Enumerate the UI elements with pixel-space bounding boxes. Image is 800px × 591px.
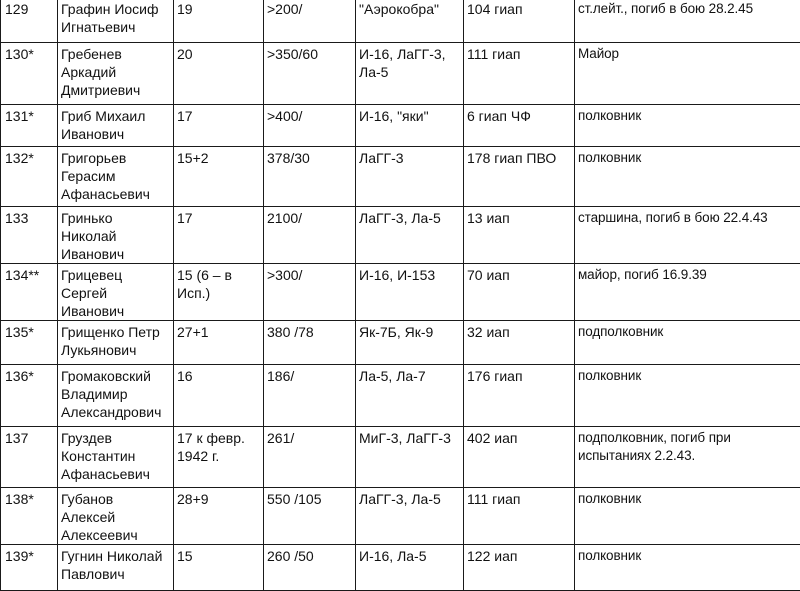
unit: 122 иап [464,545,575,591]
pilot-name: Григорьев Герасим Афанасьевич [58,147,174,207]
row-number: 132* [1,147,58,207]
table-row [1,43,800,105]
rank-notes: ст.лейт., погиб в бою 28.2.45 [575,0,800,43]
victories: 19 [174,0,264,43]
rank-notes: подполковник, погиб при испытаниях 2.2.43. [575,427,800,488]
sorties-battles: 380 /78 [264,321,356,365]
sorties-battles: >350/60 [264,43,356,105]
sorties-battles: >400/ [264,105,356,147]
sorties-battles: >300/ [264,264,356,321]
victories: 16 [174,365,264,427]
victories: 17 [174,105,264,147]
sorties-battles: 378/30 [264,147,356,207]
unit: 70 иап [464,264,575,321]
unit: 111 гиап [464,43,575,105]
rank-notes: полковник [575,545,800,591]
table-row [1,147,800,207]
rank-notes: полковник [575,488,800,545]
aircraft-types: ЛаГГ-3, Ла-5 [356,488,464,545]
table-row [1,264,800,321]
table-row [1,321,800,365]
rank-notes: полковник [575,147,800,207]
rank-notes: старшина, погиб в бою 22.4.43 [575,207,800,264]
pilot-name: Грицевец Сергей Иванович [58,264,174,321]
row-number: 131* [1,105,58,147]
aircraft-types: Ла-5, Ла-7 [356,365,464,427]
rank-notes: подполковник [575,321,800,365]
row-number: 134** [1,264,58,321]
aircraft-types: МиГ-3, ЛаГГ-3 [356,427,464,488]
aircraft-types: ЛаГГ-3 [356,147,464,207]
sorties-battles: 186/ [264,365,356,427]
row-number: 137 [1,427,58,488]
rank-notes: майор, погиб 16.9.39 [575,264,800,321]
victories: 15+2 [174,147,264,207]
victories: 27+1 [174,321,264,365]
row-number: 136* [1,365,58,427]
rank-notes: полковник [575,105,800,147]
unit: 6 гиап ЧФ [464,105,575,147]
unit: 32 иап [464,321,575,365]
table-row [1,0,800,43]
aircraft-types: И-16, Ла-5 [356,545,464,591]
table-row [1,545,800,591]
row-number: 135* [1,321,58,365]
pilot-name: Гриб Михаил Иванович [58,105,174,147]
aircraft-types: ЛаГГ-3, Ла-5 [356,207,464,264]
sorties-battles: 260 /50 [264,545,356,591]
row-number: 138* [1,488,58,545]
aircraft-types: Як-7Б, Як-9 [356,321,464,365]
sorties-battles: >200/ [264,0,356,43]
table-row [1,365,800,427]
rank-notes: полковник [575,365,800,427]
unit: 111 гиап [464,488,575,545]
pilot-name: Графин Иосиф Игнатьевич [58,0,174,43]
pilot-name: Груздев Константин Афанасьевич [58,427,174,488]
row-number: 139* [1,545,58,591]
table-row [1,105,800,147]
pilot-name: Гугнин Николай Павлович [58,545,174,591]
aircraft-types: И-16, "яки" [356,105,464,147]
pilot-name: Гринько Николай Иванович [58,207,174,264]
unit: 176 гиап [464,365,575,427]
table-row [1,207,800,264]
sorties-battles: 550 /105 [264,488,356,545]
row-number: 129 [1,0,58,43]
unit: 178 гиап ПВО [464,147,575,207]
table-row [1,488,800,545]
victories: 28+9 [174,488,264,545]
pilot-name: Губанов Алексей Алексеевич [58,488,174,545]
pilot-name: Грищенко Петр Лукьянович [58,321,174,365]
victories: 17 к февр. 1942 г. [174,427,264,488]
unit: 13 иап [464,207,575,264]
aircraft-types: И-16, ЛаГГ-3, Ла-5 [356,43,464,105]
row-number: 130* [1,43,58,105]
table-body [1,0,800,591]
aircraft-types: "Аэрокобра" [356,0,464,43]
victories: 15 [174,545,264,591]
sorties-battles: 2100/ [264,207,356,264]
victories: 15 (6 – в Исп.) [174,264,264,321]
pilot-name: Гребенев Аркадий Дмитриевич [58,43,174,105]
victories: 17 [174,207,264,264]
unit: 104 гиап [464,0,575,43]
sorties-battles: 261/ [264,427,356,488]
rank-notes: Майор [575,43,800,105]
aircraft-types: И-16, И-153 [356,264,464,321]
table-row [1,427,800,488]
victories: 20 [174,43,264,105]
pilot-name: Громаковский Владимир Александрович [58,365,174,427]
unit: 402 иап [464,427,575,488]
row-number: 133 [1,207,58,264]
